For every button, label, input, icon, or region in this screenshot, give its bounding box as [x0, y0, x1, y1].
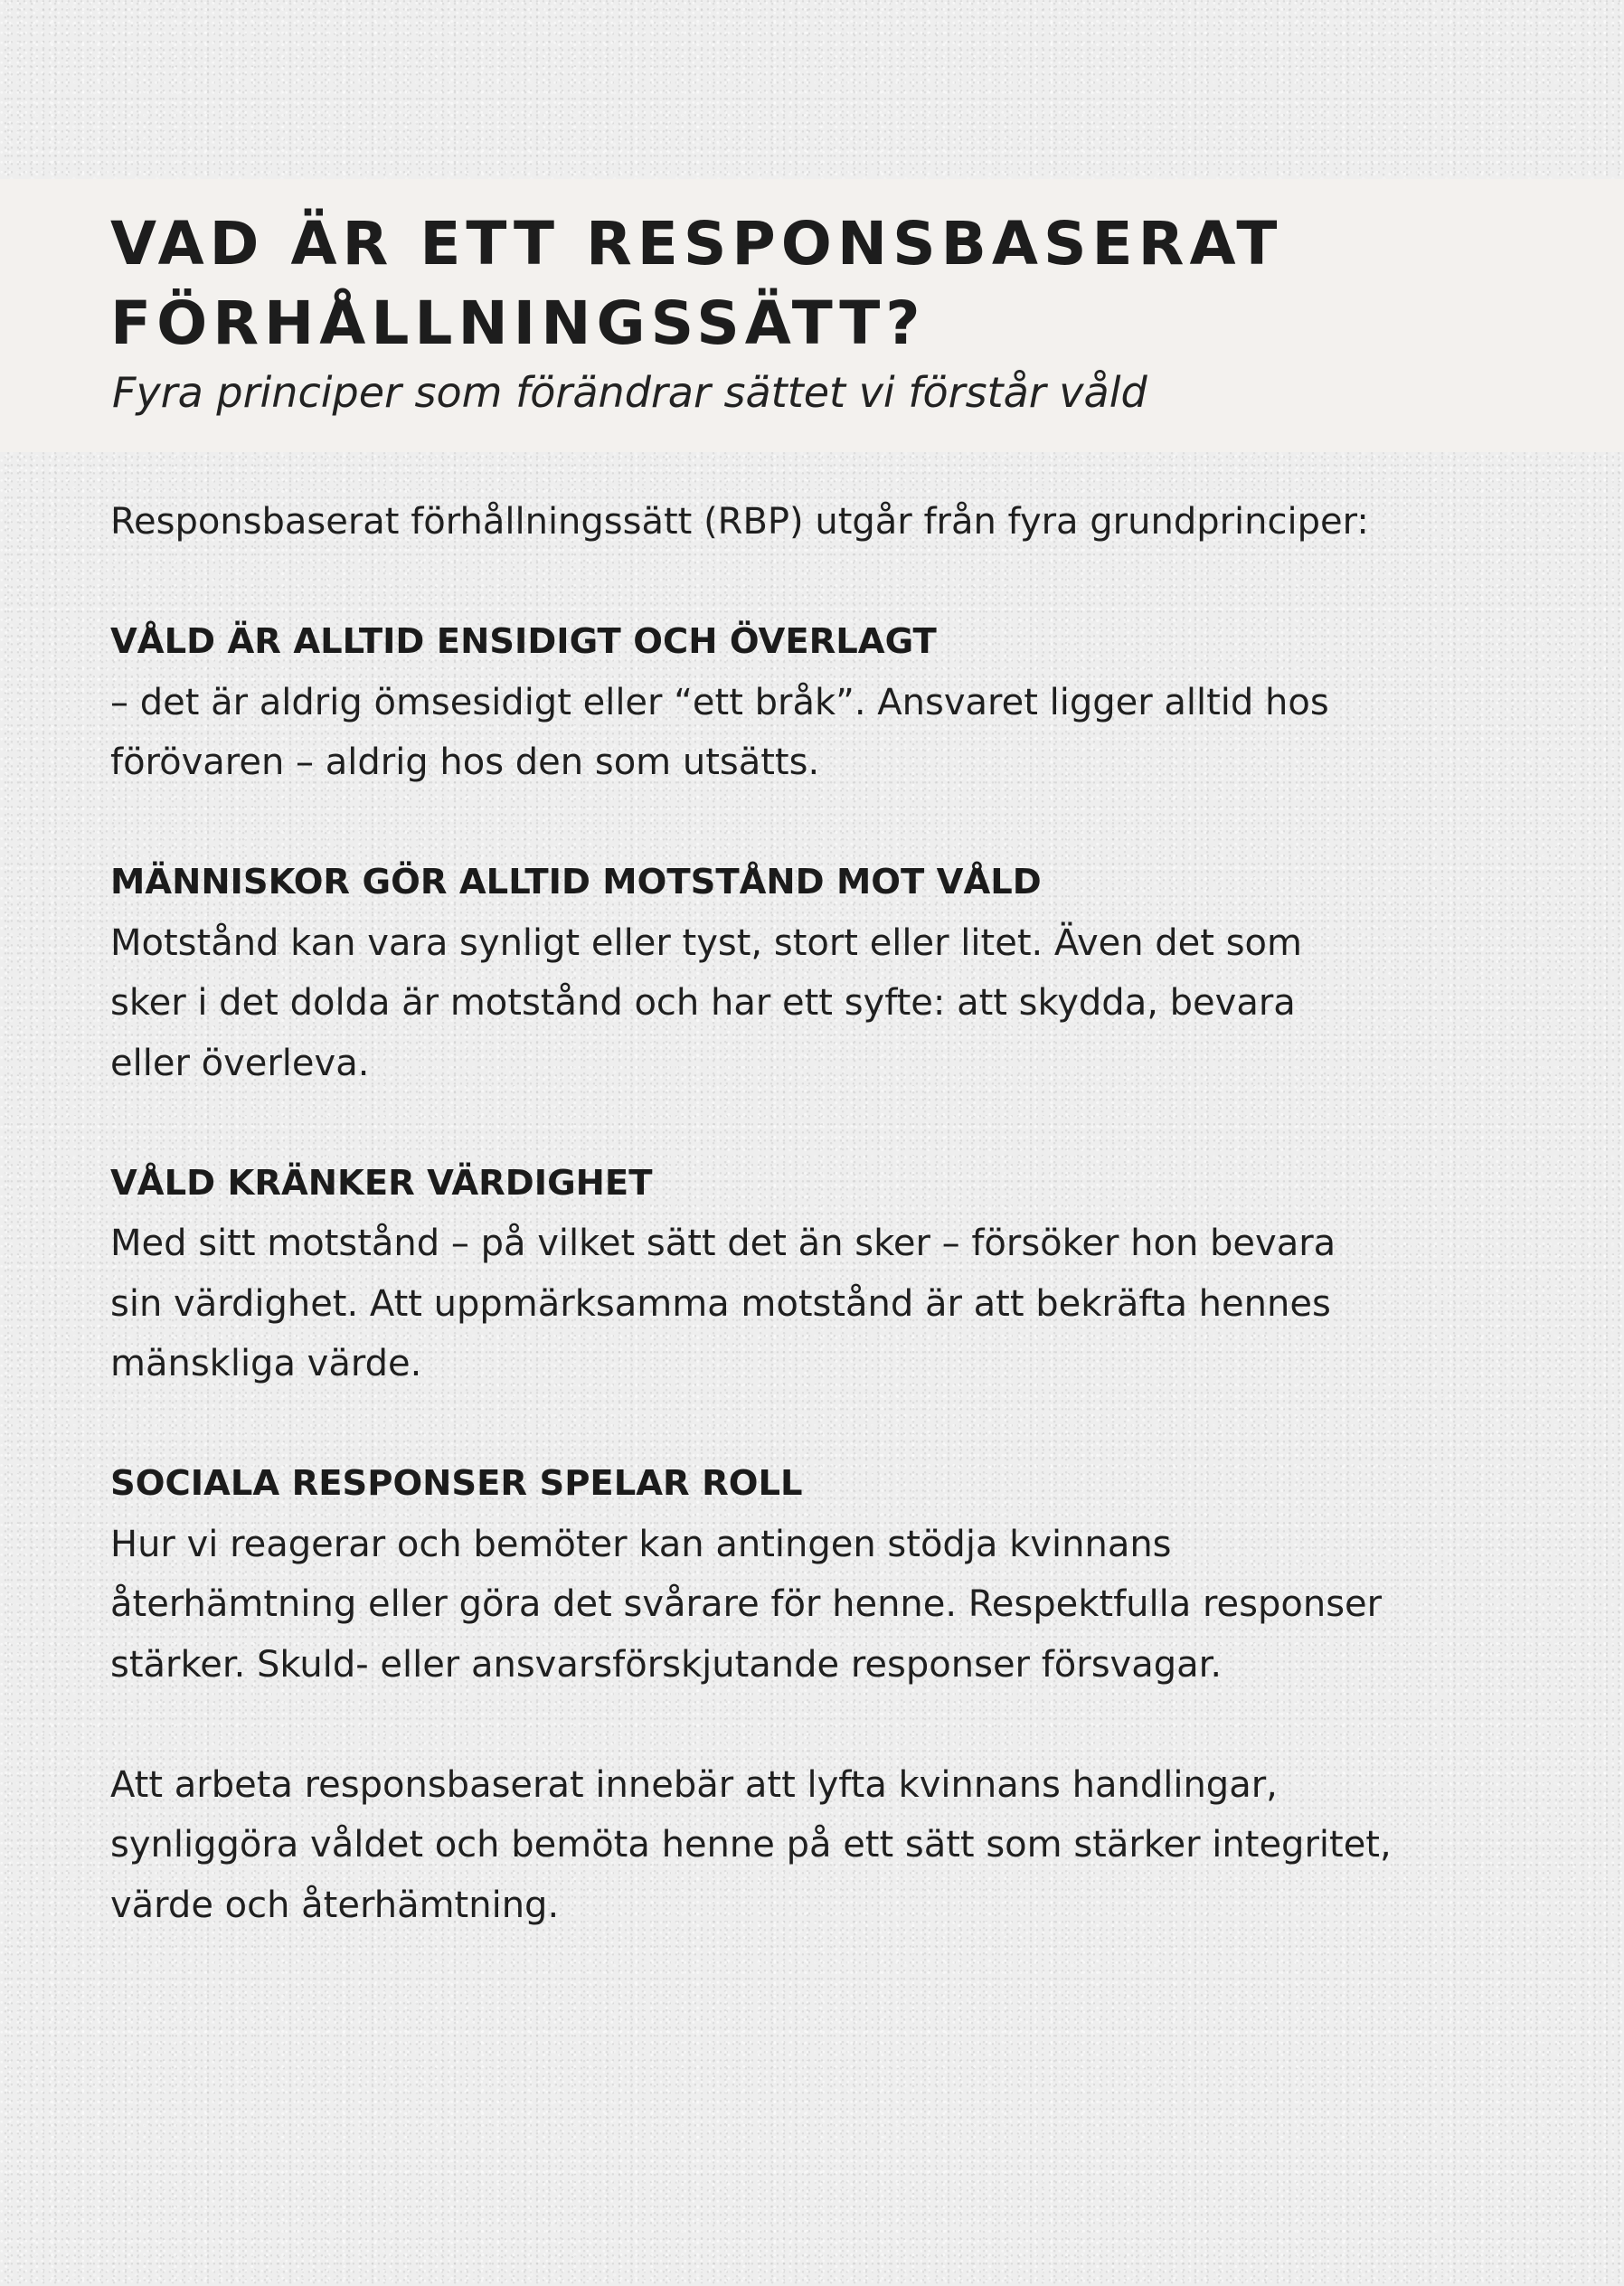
spacer: [110, 793, 1521, 854]
principle-text-line: förövaren – aldrig hos den som utsätts.: [110, 742, 820, 783]
conclusion-line: Att arbeta responsbaserat innebär att lyfta kvinnans handlingar,: [110, 1763, 1278, 1806]
intro-paragraph: Responsbaserat förhållningssätt (RBP) utgår från fyra grundprinciper:: [110, 501, 1369, 543]
body-content: [110, 492, 1521, 1935]
title-line-1: VAD ÄR ETT RESPONSBASERAT: [110, 209, 1283, 279]
conclusion-line: värde och återhämtning.: [110, 1884, 560, 1926]
page-subtitle: Fyra principer som förändrar sättet vi förstår våld: [112, 368, 1147, 417]
spacer: [110, 553, 1521, 613]
principle-text-line: Hur vi reagerar och bemöter kan antingen stödja kvinnans: [110, 1523, 1172, 1565]
principle-text-line: Motstånd kan vara synligt eller tyst, stort eller litet. Även det som: [110, 921, 1302, 964]
principle-heading: VÅLD ÄR ALLTID ENSIDIGT OCH ÖVERLAGT: [110, 621, 937, 662]
principle-4: [110, 1454, 1521, 1695]
conclusion-paragraph: [110, 1755, 1521, 1936]
spacer: [110, 1093, 1521, 1154]
principle-text-line: sker i det dolda är motstånd och har ett syfte: att skydda, bevara: [110, 982, 1296, 1024]
spacer: [110, 1695, 1521, 1755]
conclusion-line: synliggöra våldet och bemöta henne på ett sätt som stärker integritet,: [110, 1824, 1392, 1866]
principle-text-line: eller överleva.: [110, 1042, 370, 1084]
principle-text-line: sin värdighet. Att uppmärksamma motstånd är att bekräfta hennes: [110, 1282, 1331, 1325]
page-title: [110, 204, 1557, 364]
principle-heading: VÅLD KRÄNKER VÄRDIGHET: [110, 1162, 653, 1204]
principle-heading: MÄNNISKOR GÖR ALLTID MOTSTÅND MOT VÅLD: [110, 862, 1042, 902]
principle-text-line: Med sitt motstånd – på vilket sätt det än sker – försöker hon bevara: [110, 1223, 1336, 1264]
principle-heading: SOCIALA RESPONSER SPELAR ROLL: [110, 1463, 803, 1504]
principle-text-line: stärker. Skuld- eller ansvarsförskjutande responser försvagar.: [110, 1643, 1223, 1686]
principle-2: [110, 853, 1521, 1093]
principle-text-line: återhämtning eller göra det svårare för henne. Respektfulla responser: [110, 1583, 1383, 1625]
title-line-2: FÖRHÅLLNINGSSÄTT?: [110, 288, 926, 358]
principle-text-line: – det är aldrig ömsesidigt eller “ett bråk”. Ansvaret ligger alltid hos: [110, 681, 1329, 723]
principle-text-line: mänskliga värde.: [110, 1343, 422, 1384]
principle-1: [110, 612, 1521, 793]
principle-3: [110, 1154, 1521, 1394]
spacer: [110, 1394, 1521, 1455]
